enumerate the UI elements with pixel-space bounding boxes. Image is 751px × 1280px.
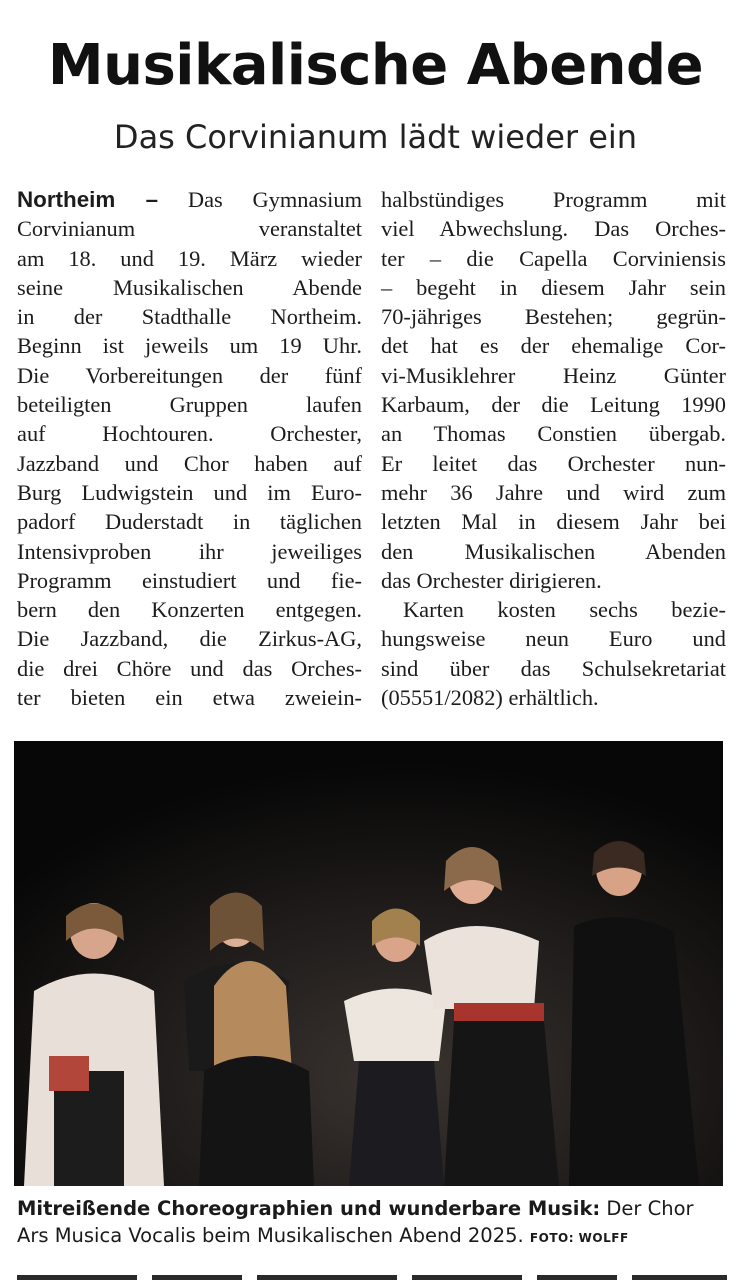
article-text-line: seine Musikalischen Abende	[17, 274, 362, 300]
photo-caption	[17, 1195, 727, 1252]
article-text-line: bern den Konzerten entgegen.	[17, 597, 362, 623]
article-text-line: Jazzband und Chor haben auf	[17, 450, 362, 476]
article-text-line: sind über das Schulsekretariat	[381, 655, 726, 681]
article-text-line: Karbaum, der die Leitung 1990	[381, 392, 726, 418]
article-text-line: am 18. und 19. März wieder	[17, 245, 362, 271]
article-text-line: Burg Ludwigstein und im Euro-	[17, 479, 362, 505]
article-column-right	[381, 185, 726, 712]
article-text-line: (05551/2082) erhältlich.	[381, 685, 599, 711]
article-text-line: vi-Musiklehrer Heinz Günter	[381, 362, 726, 388]
article-text-line: – begeht in diesem Jahr sein	[381, 274, 726, 300]
article-text-line: beteiligten Gruppen laufen	[17, 392, 362, 418]
cut-off-text-line	[17, 1268, 727, 1280]
headline: Musikalische Abende	[47, 33, 704, 98]
caption-lead: Mitreißende Choreographien und wunderbare Musik:	[17, 1197, 601, 1220]
article-text-line: Programm einstudiert und fie-	[17, 567, 362, 593]
article-text-line: padorf Duderstadt in täglichen	[17, 509, 362, 535]
article-text-line: auf Hochtouren. Orchester,	[17, 421, 362, 447]
choir-photo	[14, 741, 723, 1186]
subheadline: Das Corvinianum lädt wieder ein	[113, 118, 638, 156]
article-text-line: ter bieten ein etwa zweiein-	[17, 685, 362, 711]
article-text-line: det hat es der ehemalige Cor-	[381, 333, 726, 359]
article-text-line: die drei Chöre und das Orches-	[17, 655, 362, 681]
article-text-line: hungsweise neun Euro und	[381, 626, 726, 652]
photo-credit: FOTO: WOLFF	[529, 1231, 629, 1245]
article-text-line: mehr 36 Jahre und wird zum	[381, 479, 726, 505]
article-text-line	[17, 185, 362, 214]
article-text-line: Er leitet das Orchester nun-	[381, 450, 726, 476]
article-text-line: den Musikalischen Abenden	[381, 538, 726, 564]
article-text-line: ter – die Capella Corviniensis	[381, 245, 726, 271]
article-text-line: das Orchester dirigieren.	[381, 567, 602, 593]
article-text-line: Karten kosten sechs bezie-	[403, 597, 726, 623]
dateline: Northeim –	[17, 187, 159, 212]
article-text: Das Gymnasium	[187, 187, 362, 212]
article-column-left	[17, 185, 362, 712]
article-text-line: letzten Mal in diesem Jahr bei	[381, 509, 726, 535]
caption-text: Der Chor Ars Musica Vocalis beim Musikalischen Abend 2025.	[17, 1197, 694, 1247]
article-text-line: 70-jähriges Bestehen; gegrün-	[381, 304, 726, 330]
article-text-line: Beginn ist jeweils um 19 Uhr.	[17, 333, 362, 359]
article-text-line: an Thomas Constien übergab.	[381, 421, 726, 447]
article-text-line: Die Vorbereitungen der fünf	[17, 362, 362, 388]
article-text-line: halbstündiges Programm mit	[381, 187, 726, 212]
article-text-line: Corvinianum veranstaltet	[17, 216, 362, 242]
article-text-line: Die Jazzband, die Zirkus-AG,	[17, 626, 362, 652]
article-text-line: viel Abwechslung. Das Orches-	[381, 216, 726, 242]
article-text-line: Intensivproben ihr jeweiliges	[17, 538, 362, 564]
article-text-line: in der Stadthalle Northeim.	[17, 304, 362, 330]
